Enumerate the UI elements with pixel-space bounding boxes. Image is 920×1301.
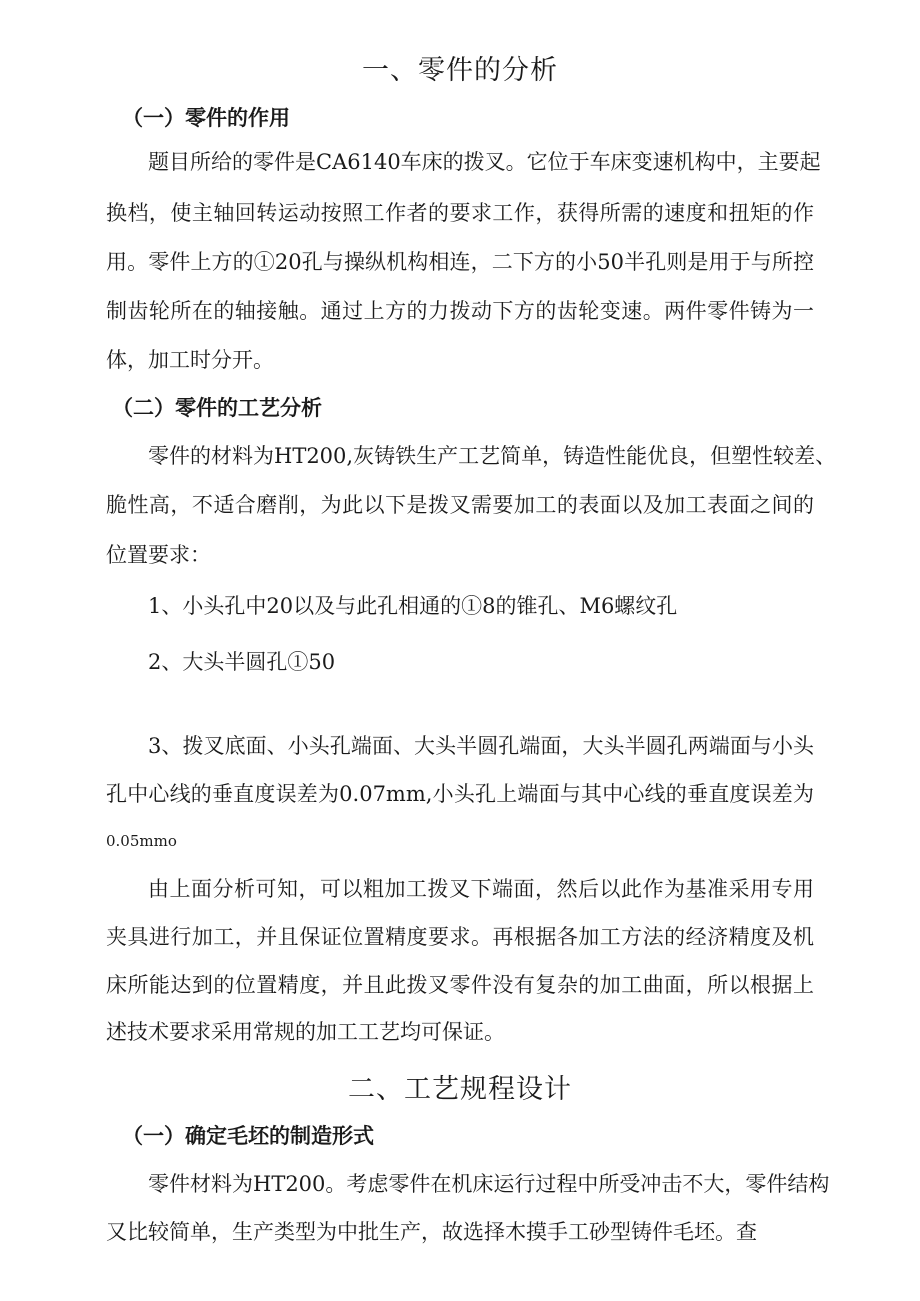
paragraph-line: 零件材料为HT200。考虑零件在机床运行过程中所受冲击不大，零件结构: [148, 1172, 830, 1196]
section1-sub1-heading: （一）零件的作用: [122, 106, 290, 130]
paragraph-line: 零件的材料为HT200,灰铸铁生产工艺简单，铸造性能优良，但塑性较差、: [148, 444, 837, 468]
paragraph-line: 位置要求：: [106, 543, 211, 567]
list-item: 3、拨叉底面、小头孔端面、大头半圆孔端面，大头半圆孔两端面与小头: [148, 734, 814, 758]
paragraph-line: 换档，使主轴回转运动按照工作者的要求工作，获得所需的速度和扭矩的作: [106, 201, 814, 225]
section2-title: 二、工艺规程设计: [348, 1074, 572, 1105]
section1-sub2-heading: （二）零件的工艺分析: [112, 396, 322, 420]
paragraph-line: 夹具进行加工，并且保证位置精度要求。再根据各加工方法的经济精度及机: [106, 925, 814, 949]
paragraph-line: 0.05mmo: [106, 832, 177, 850]
section1-title: 一、零件的分析: [362, 55, 558, 86]
list-item: 1、小头孔中20以及与此孔相通的①8的锥孔、M6螺纹孔: [148, 594, 678, 618]
paragraph-line: 用。零件上方的①20孔与操纵机构相连，二下方的小50半孔则是用于与所控: [106, 250, 814, 274]
paragraph-line: 由上面分析可知，可以粗加工拨叉下端面，然后以此作为基准采用专用: [148, 877, 814, 901]
list-item: 2、大头半圆孔①50: [148, 650, 336, 674]
paragraph-line: 孔中心线的垂直度误差为0.07mm,小头孔上端面与其中心线的垂直度误差为: [106, 782, 814, 806]
section2-sub1-heading: （一）确定毛坯的制造形式: [122, 1124, 374, 1148]
paragraph-line: 述技术要求采用常规的加工工艺均可保证。: [106, 1020, 505, 1044]
paragraph-line: 体，加工时分开。: [106, 348, 274, 372]
paragraph-line: 题目所给的零件是CA6140车床的拨叉。它位于车床变速机构中，主要起: [148, 150, 821, 174]
paragraph-line: 又比较简单，生产类型为中批生产，故选择木摸手工砂型铸件毛坯。查: [106, 1220, 757, 1244]
paragraph-line: 脆性高，不适合磨削，为此以下是拨叉需要加工的表面以及加工表面之间的: [106, 493, 814, 517]
paragraph-line: 床所能达到的位置精度，并且此拨叉零件没有复杂的加工曲面，所以根据上: [106, 973, 814, 997]
paragraph-line: 制齿轮所在的轴接触。通过上方的力拨动下方的齿轮变速。两件零件铸为一: [106, 299, 814, 323]
